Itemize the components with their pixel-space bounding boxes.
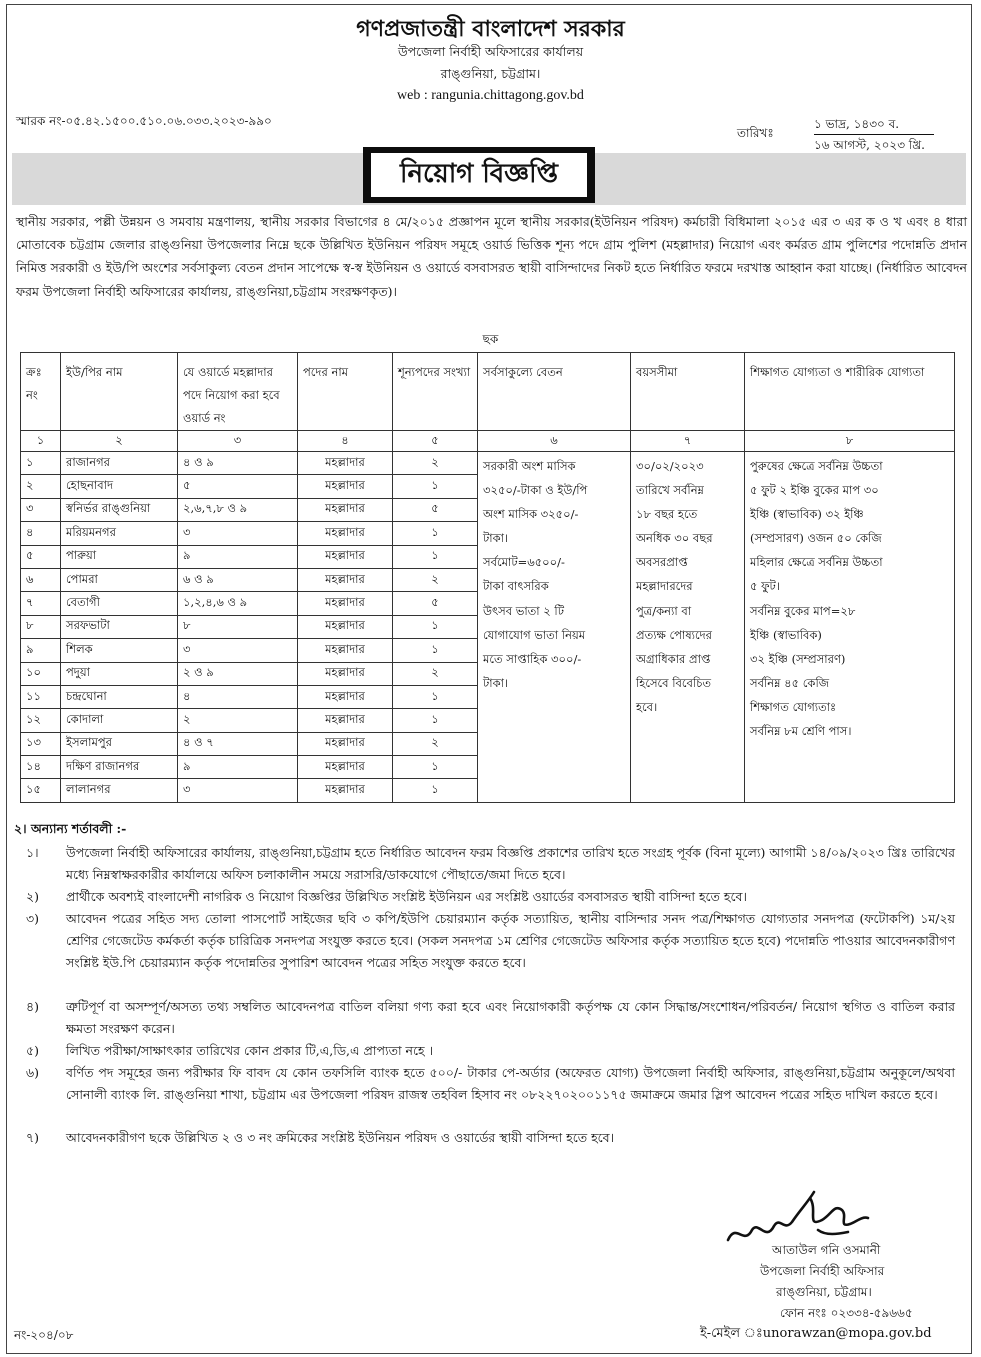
table-header-row [21,353,955,431]
date-block [814,114,925,156]
cell-vacancy-count: ১ [393,779,478,802]
term-text: লিখিত পরীক্ষা/সাক্ষাৎকার তারিখের কোন প্রকার টি,এ,ডি,এ প্রাপ্যতা নহে । [66,1043,434,1058]
cell-ward-number: ৪ [178,685,298,708]
term-number: ৩) [26,911,40,926]
cell-union-name: মরিয়মনগর [61,522,178,545]
cell-serial: ১ [21,452,61,475]
cell-serial: ৬ [21,568,61,591]
cell-union-name: স্বনির্ভর রাঙ্গুনিয়া [61,498,178,521]
cell-ward-number: ২ [178,709,298,732]
cell-post-name: মহল্লাদার [298,756,393,779]
reference-number: নং-২০৪/০৮ [14,1328,74,1342]
cell-post-name: মহল্লাদার [298,685,393,708]
cell-post-name: মহল্লাদার [298,522,393,545]
term-number: ৪) [26,999,39,1014]
cell-ward-number: ৩ [178,522,298,545]
cell-qualification-line: ৩২ ইঞ্চি (সম্প্রসারণ) [750,651,846,666]
cell-age-limit-line: অগ্রাধিকার প্রাপ্ত [636,651,711,666]
intro-paragraph: স্থানীয় সরকার, পল্লী উন্নয়ন ও সমবায় মন্ত্রণালয়, স্থানীয় সরকার বিভাগের ৪ মে/২০১৫ প্রজ্ঞাপন মূলে স্থানীয় সরকার(ইউনিয়ন পরিষদ) কর্মচারী বিধিমালা ২০১৫ এর ৩ এর ক ও খ এবং ৪ ধারা মোতাবেক চট্টগ্রাম জেলার রাঙ্গুনিয়া উপজেলার নিম্নে ছকে উল্লিখিত ইউনিয়ন পরিষদ সমূহে ওয়ার্ড ভিত্তিক শূন্য পদে গ্রাম পুলিশ (মহল্লাদার) নিয়োগ এবং কর্মরত গ্রাম পুলিশের পদোন্নতি প্রদান নিমিত্ত সরকারী ও ইউ/পি অংশের সর্বসাকুল্য বেতন প্রদান সাপেক্ষে স্ব-স্ব ইউনিয়ন ও ওয়ার্ডে বসবাসরত স্থায়ী বাসিন্দাদের নিকট হতে নির্ধারিত ফরমে দরখাস্ত আহ্বান করা যাচ্ছে। (নির্ধারিত আবেদন ফরম উপজেলা নির্বাহী অফিসারের কার্যালয়, রাঙ্গুনিয়া,চট্টগ্রাম সংরক্ষণকৃত)। [16,214,967,299]
cell-ward-number: ২,৬,৭,৮ ও ৯ [178,498,298,521]
cell-union-name: রাজানগর [61,452,178,475]
cell-post-name: মহল্লাদার [298,592,393,615]
cell-serial: ৫ [21,545,61,568]
term-text: আবেদন পত্রের সহিত সদ্য তোলা পাসপোর্ট সাইজের ছবি ৩ কপি/ইউপি চেয়ারম্যান কর্তৃক সত্যায়িত, স্থানীয় বাসিন্দার সনদ পত্র/শিক্ষাগত যোগ্যতার সনদপত্র (ফটোকপি) ১ম/২য় শ্রেণির গেজেটেড কর্মকর্তা কর্তৃক চারিত্রিক সনদপত্র সংযুক্ত করতে হবে। (সকল সনদপত্র ১ম শ্রেণির গেজেটেড অফিসার কর্তৃক সত্যায়িত হতে হবে) পদোন্নতি পাওয়ার আবেদনকারীগণ সংশ্লিষ্ট ইউ.পি চেয়ারম্যান কর্তৃক পদোন্নতির সুপারিশ আবেদন পত্রের সহিত সংযুক্ত করতে হবে। [66,911,955,970]
term-item [26,1127,955,1149]
cell-serial: ৯ [21,639,61,662]
cell-post-name: মহল্লাদার [298,475,393,498]
office-location: রাঙ্গুনিয়া, চট্টগ্রাম। [440,66,541,81]
signatory-email[interactable]: ই-মেইল ঃunorawzan@mopa.gov.bd [700,1326,932,1341]
cell-union-name: শিলক [61,639,178,662]
term-item [26,1062,955,1106]
column-number: ৮ [745,431,955,452]
cell-age-limit-line: ১৮ বছর হতে [636,507,698,522]
cell-serial: ১৩ [21,732,61,755]
office-name: উপজেলা নির্বাহী অফিসারের কার্যালয় [397,44,584,59]
cell-ward-number: ৩ [178,779,298,802]
column-number: ৭ [631,431,745,452]
cell-vacancy-count: ১ [393,756,478,779]
cell-ward-number: ৪ ও ৯ [178,452,298,475]
cell-serial: ৮ [21,615,61,638]
cell-vacancy-count: ৫ [393,592,478,615]
term-item [26,908,955,974]
cell-serial: ১৫ [21,779,61,802]
cell-qualification-line: ইঞ্চি (স্বাভাবিক) ৩২ ইঞ্চি [750,507,864,522]
cell-post-name: মহল্লাদার [298,545,393,568]
cell-age-limit-line: হিসেবে বিবেচিত [636,675,712,690]
header-salary: সর্বসাকুল্যে বেতন [478,353,631,431]
title-banner [363,147,595,203]
date-bangla: ১ ভাদ্র, ১৪৩০ ব. [814,117,900,131]
cell-salary-line: সর্বমোট=৬৫০০/- [483,555,565,570]
cell-salary-line: মতে সাপ্তাহিক ৩০০/- [483,651,582,666]
government-title: গণপ্রজাতন্ত্রী বাংলাদেশ সরকার [356,16,625,42]
cell-age-limit-line: হবে। [636,699,658,714]
column-number-row [21,431,955,452]
term-number: ২) [26,889,40,904]
cell-qualification-line: মহিলার ক্ষেত্রে সর্বনিম্ন উচ্চতা [750,555,883,570]
cell-ward-number: ১,২,৪,৬ ও ৯ [178,592,298,615]
cell-qualification-line: পুরুষের ক্ষেত্রে সর্বনিম্ন উচ্চতা [750,459,883,473]
signatory-designation: উপজেলা নির্বাহী অফিসার [760,1264,885,1278]
date-divider [814,134,934,135]
cell-vacancy-count: ১ [393,639,478,662]
term-item [26,1040,955,1062]
signatory-name: আতাউল গনি ওসমানী [772,1243,881,1257]
term-item [26,842,955,886]
cell-post-name: মহল্লাদার [298,662,393,685]
header-age: বয়সসীমা [631,353,745,431]
column-number: ৪ [298,431,393,452]
cell-vacancy-count: ৫ [393,498,478,521]
cell-age-limit-line: মহল্লাদারদের [636,579,693,594]
cell-union-name: পারুয়া [61,545,178,568]
cell-union-name: লালানগর [61,779,178,802]
cell-ward-number: ৪ ও ৭ [178,732,298,755]
column-number: ৫ [393,431,478,452]
date-english: ১৬ আগস্ট, ২০২৩ খ্রি. [814,138,925,152]
table-body [21,353,955,803]
cell-ward-number: ৮ [178,615,298,638]
cell-serial: ২ [21,475,61,498]
header-ward: যে ওয়ার্ডে মহল্লাদার পদে নিয়োগ করা হবে ওয়ার্ড নং [178,353,298,431]
term-text: উপজেলা নির্বাহী অফিসারের কার্যালয়, রাঙ্গুনিয়া,চট্টগ্রাম হতে নির্ধারিত আবেদন ফরম বিজ্ঞপ্তি প্রকাশের তারিখ হতে সংগ্রহ পূর্বক (বিনা মূল্যে) আগামী ১৪/০৯/২০২৩ খ্রিঃ তারিখের মধ্যে নিম্নস্বাক্ষরকারীর কার্যালয়ে অফিস চলাকালীন সময়ে সরাসরি/ডাকযোগে পৌছাতে/জমা দিতে হবে। [66,845,955,882]
cell-ward-number: ৫ [178,475,298,498]
cell-salary-line: উৎসব ভাতা ২ টি [483,603,564,618]
cell-serial: ১১ [21,685,61,708]
header-qualification: শিক্ষাগত যোগ্যতা ও শারীরিক যোগ্যতা [745,353,955,431]
title-banner-inner [371,153,587,197]
column-number: ২ [61,431,178,452]
signatory-location: রাঙ্গুনিয়া, চট্টগ্রাম। [776,1285,872,1299]
cell-vacancy-count: ১ [393,545,478,568]
cell-age-limit [631,452,745,803]
header-vacancy: শূন্যপদের সংখ্যা [393,353,478,431]
cell-age-limit-line: অনধিক ৩০ বছর [636,531,713,546]
cell-qualification-line: সর্বনিম্ন বুকের মাপ=২৮ [750,603,856,618]
cell-post-name: মহল্লাদার [298,779,393,802]
cell-salary-line: সরকারী অংশ মাসিক [483,459,576,473]
notice-title: নিয়োগ বিজ্ঞপ্তি [400,159,558,189]
cell-post-name: মহল্লাদার [298,452,393,475]
cell-qualification-line: ৫ ফুট ২ ইঞ্চি বুকের মাপ ৩০ [750,483,879,498]
term-item [26,886,955,908]
cell-ward-number: ২ ও ৯ [178,662,298,685]
cell-qualification-line: শিক্ষাগত যোগ্যতাঃ [750,699,837,714]
cell-union-name: বেতাগী [61,592,178,615]
table-caption: ছক [482,332,499,346]
cell-qualification-line: (সম্প্রসারণ) ওজন ৫০ কেজি [750,531,882,546]
cell-serial: ১৪ [21,756,61,779]
cell-age-limit-line: প্রত্যক্ষ পোষ্যদের [636,627,712,642]
cell-qualification-line: সর্বনিম্ন ৪৫ কেজি [750,675,830,690]
cell-vacancy-count: ২ [393,452,478,475]
cell-union-name: সরফভাটা [61,615,178,638]
cell-union-name: পোমরা [61,568,178,591]
header-post: পদের নাম [298,353,393,431]
cell-age-limit-line: ৩০/০২/২০২৩ [636,459,704,473]
column-number: ৩ [178,431,298,452]
cell-union-name: কোদালা [61,709,178,732]
cell-serial: ৪ [21,522,61,545]
cell-vacancy-count: ১ [393,685,478,708]
cell-vacancy-count: ২ [393,732,478,755]
header-union: ইউ/পির নাম [61,353,178,431]
cell-union-name: ইসলামপুর [61,732,178,755]
header-serial: ক্রঃ নং [21,353,61,431]
cell-serial: ১২ [21,709,61,732]
cell-ward-number: ৩ [178,639,298,662]
cell-post-name: মহল্লাদার [298,732,393,755]
cell-serial: ৭ [21,592,61,615]
date-label: তারিখঃ [737,126,774,140]
term-text: প্রার্থীকে অবশ্যই বাংলাদেশী নাগরিক ও নিয়োগ বিজ্ঞপ্তির উল্লিখিত সংশ্লিষ্ট ইউনিয়ন এর সংশ্লিষ্ট ওয়ার্ডের বসবাসরত স্থায়ী বাসিন্দা হতে হবে। [66,889,747,904]
column-number: ১ [21,431,61,452]
cell-vacancy-count: ১ [393,709,478,732]
cell-salary-line: টাকা বাৎসরিক [483,579,549,594]
term-number: ১। [26,845,39,860]
cell-qualification [745,452,955,803]
cell-post-name: মহল্লাদার [298,568,393,591]
term-text: আবেদনকারীগণ ছকে উল্লিখিত ২ ও ৩ নং ক্রমিকের সংশ্লিষ্ট ইউনিয়ন পরিষদ ও ওয়ার্ডের স্থায়ী বাসিন্দা হতে হবে। [66,1130,615,1145]
term-number: ৭) [26,1130,40,1145]
cell-vacancy-count: ১ [393,522,478,545]
cell-qualification-line: সর্বনিম্ন ৮ম শ্রেণি পাস। [750,724,852,739]
cell-vacancy-count: ২ [393,662,478,685]
cell-salary-line: অংশ মাসিক ৩২৫০/- [483,507,579,522]
cell-union-name: চন্দ্রঘোনা [61,685,178,708]
cell-post-name: মহল্লাদার [298,498,393,521]
cell-qualification-line: ৫ ফুট। [750,579,780,594]
term-item [26,996,955,1040]
column-number: ৬ [478,431,631,452]
cell-vacancy-count: ২ [393,568,478,591]
cell-ward-number: ৯ [178,545,298,568]
cell-post-name: মহল্লাদার [298,615,393,638]
cell-salary-line: যোগাযোগ ভাতা নিয়ম [483,627,586,642]
cell-salary-line: টাকা। [483,675,509,690]
cell-union-name: দক্ষিণ রাজানগর [61,756,178,779]
cell-serial: ১০ [21,662,61,685]
cell-post-name: মহল্লাদার [298,709,393,732]
cell-age-limit-line: অবসরপ্রাপ্ত [636,555,688,570]
office-website: web : rangunia.chittagong.gov.bd [397,88,584,103]
memo-number: স্মারক নং-০৫.৪২.১৫০০.৫১০.০৬.০৩৩.২০২৩-৯৯০ [16,114,272,128]
cell-ward-number: ৯ [178,756,298,779]
term-text: বর্ণিত পদ সমূহের জন্য পরীক্ষার ফি বাবদ যে কোন তফসিলি ব্যাংক হতে ৫০০/- টাকার পে-অর্ডার (অফেরত যোগ্য) উপজেলা নির্বাহী অফিসার, রাঙ্গুনিয়া,চট্টগ্রাম অনুকূলে/অথবা সোনালী ব্যাংক লি. রাঙ্গুনিয়া শাখা, চট্টগ্রাম এর উপজেলা পরিষদ রাজস্ব তহবিল হিসাব নং ০৮২২৭০২০০১১৭৫ জমাক্রমে জমার স্লিপ আবেদন পত্রের সহিত দাখিল করতে হবে। [66,1065,955,1102]
cell-ward-number: ৬ ও ৯ [178,568,298,591]
cell-vacancy-count: ১ [393,615,478,638]
cell-salary-line: টাকা। [483,531,509,546]
cell-age-limit-line: পুত্র/কন্যা বা [636,603,692,618]
cell-salary-line: ৩২৫০/-টাকা ও ইউ/পি [483,483,588,498]
term-text: ত্রুটিপূর্ণ বা অসম্পূর্ণ/অসত্য তথ্য সম্বলিত আবেদনপত্র বাতিল বলিয়া গণ্য করা হবে এবং নিয়োগকারী কর্তৃপক্ষ যে কোন সিদ্ধান্ত/সংশোধন/পরিবর্তন/ নিয়োগ স্থগিত ও বাতিল করার ক্ষমতা সংরক্ষণ করেন। [66,999,955,1036]
cell-post-name: মহল্লাদার [298,639,393,662]
term-number: ৫) [26,1043,39,1058]
term-number: ৬) [26,1065,40,1080]
terms-heading: ২। অন্যান্য শর্তাবলী :- [14,821,127,836]
cell-salary [478,452,631,803]
signatory-phone: ফোন নংঃ ০২৩৩৪-৫৯৬৬৫ [780,1306,913,1320]
cell-vacancy-count: ১ [393,475,478,498]
cell-union-name: হোছনাবাদ [61,475,178,498]
cell-serial: ৩ [21,498,61,521]
cell-age-limit-line: তারিখে সর্বনিম্ন [636,483,704,498]
cell-qualification-line: ইঞ্চি (স্বাভাবিক) [750,627,822,642]
table-row [21,452,955,475]
cell-union-name: পদুয়া [61,662,178,685]
vacancy-table [20,352,955,803]
